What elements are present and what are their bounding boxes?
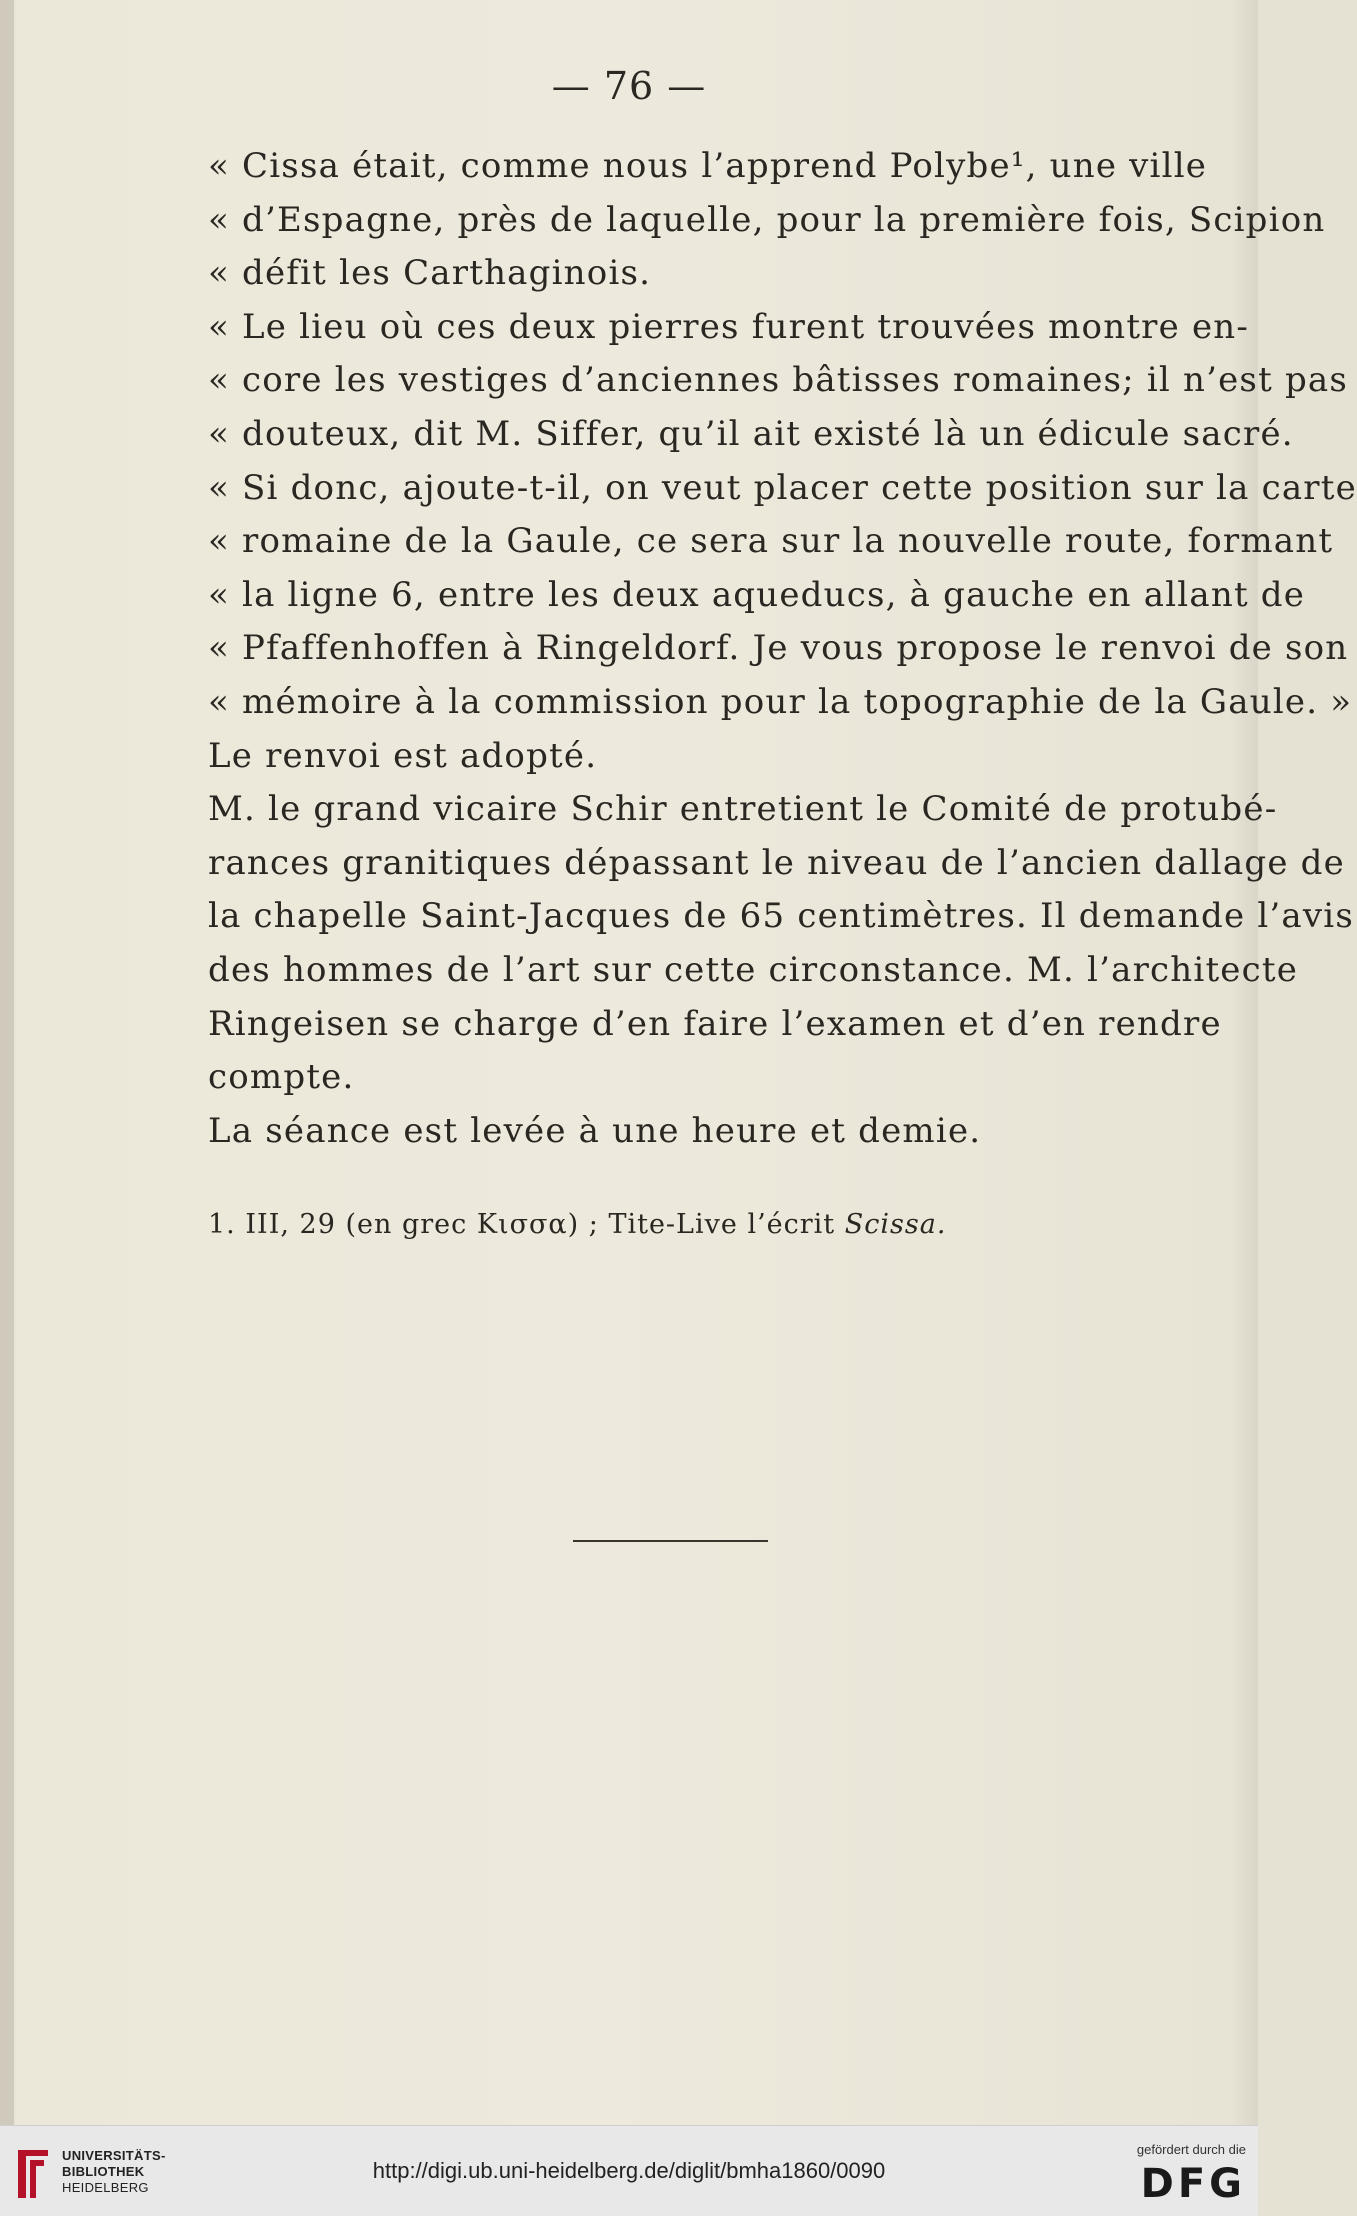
text-line: « défit les Carthaginois. — [208, 253, 652, 294]
footnote — [208, 1200, 1168, 1250]
text-line: Le renvoi est adopté. — [208, 735, 598, 776]
text-line: « d’Espagne, près de laquelle, pour la première fois, Scipion — [208, 199, 1326, 240]
text-line: « Le lieu où ces deux pierres furent trouvées montre en- — [208, 306, 1250, 347]
library-name-line-1: UNIVERSITÄTS- — [62, 2148, 166, 2163]
page-spine-shadow — [0, 0, 14, 2125]
text-line: « romaine de la Gaule, ce sera sur la nouvelle route, formant — [208, 521, 1334, 562]
footnote-italic: Scissa. — [844, 1209, 947, 1240]
dfg-logo: DFG — [1140, 2161, 1246, 2207]
footnote-text: III, 29 (en grec Κισσα) ; Tite-Live l’écrit — [245, 1209, 836, 1240]
sponsor-note: gefördert durch die — [1136, 2142, 1246, 2157]
library-name-line-3: HEIDELBERG — [62, 2180, 149, 2195]
text-line: « mémoire à la commission pour la topographie de la Gaule. » — [208, 681, 1353, 722]
text-line: des hommes de l’art sur cette circonstance. M. l’architecte — [208, 949, 1299, 990]
viewer-footer — [0, 2125, 1258, 2216]
footnote-number: 1. — [208, 1209, 236, 1240]
text-line: « Si donc, ajoute-t-il, on veut placer cette position sur la carte — [208, 467, 1357, 508]
library-name-line-2: BIBLIOTHEK — [62, 2164, 145, 2179]
sponsor — [1096, 2142, 1246, 2207]
text-line: « la ligne 6, entre les deux aqueducs, à gauche en allant de — [208, 574, 1306, 615]
text-line: « douteux, dit M. Siffer, qu’il ait existé là un édicule sacré. — [208, 413, 1294, 454]
page-number: — 76 — — [551, 64, 707, 108]
section-divider — [573, 1540, 768, 1542]
text-line: M. le grand vicaire Schir entretient le Comité de protubé- — [208, 789, 1278, 830]
text-line: compte. — [208, 1057, 355, 1098]
text-line: « Pfaffenhoffen à Ringeldorf. Je vous propose le renvoi de son — [208, 628, 1349, 669]
body-text — [208, 140, 1357, 1158]
text-line: « core les vestiges d’anciennes bâtisses romaines; il n’est pas — [208, 360, 1349, 401]
text-line: rances granitiques dépassant le niveau de l’ancien dallage de — [208, 842, 1345, 883]
text-line: la chapelle Saint-Jacques de 65 centimètres. Il demande l’avis — [208, 896, 1354, 937]
text-line: La séance est levée à une heure et demie. — [208, 1110, 982, 1151]
permalink-url[interactable]: http://digi.ub.uni-heidelberg.de/diglit/bmha1860/0090 — [372, 2158, 886, 2183]
text-line: Ringeisen se charge d’en faire l’examen et d’en rendre — [208, 1003, 1222, 1044]
text-line: « Cissa était, comme nous l’apprend Polybe¹, une ville — [208, 146, 1208, 186]
